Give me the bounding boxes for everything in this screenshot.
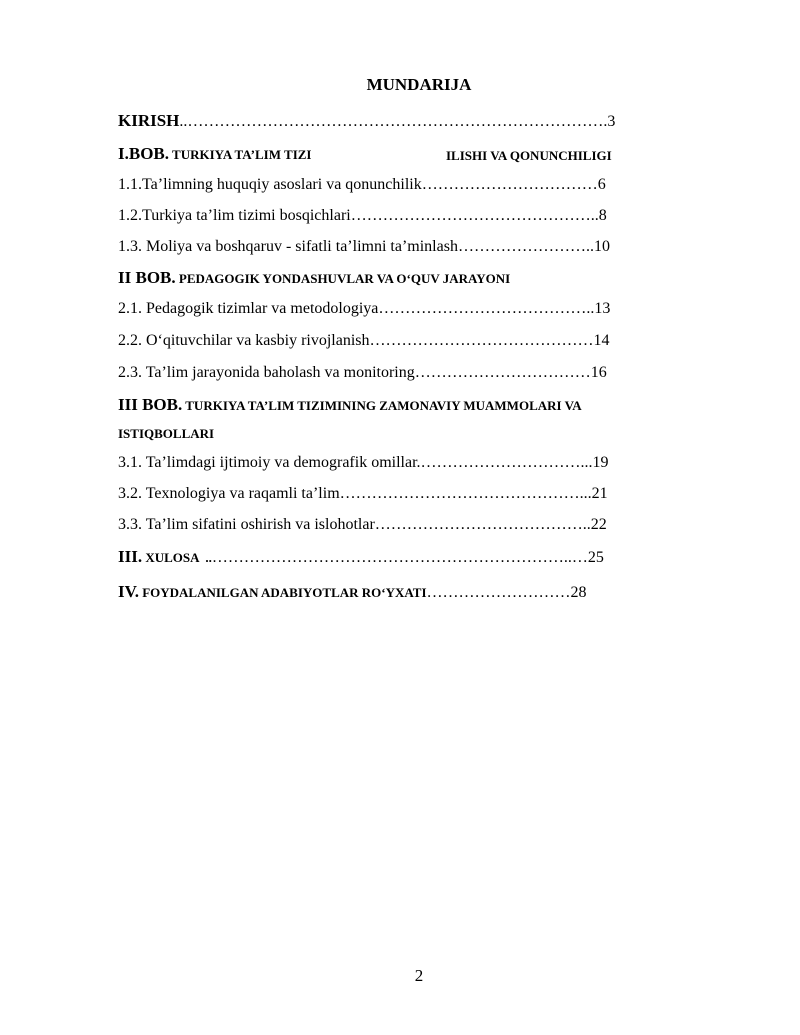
toc-entry-xulosa [118, 547, 604, 568]
toc-entry-2-3 [118, 363, 607, 383]
toc-chapter-title: PEDAGOGIK YONDASHUVLAR VA O‘QUV JARAYONI [175, 271, 511, 286]
toc-chapter-title: TURKIYA TA’LIM TIZI [169, 147, 312, 162]
toc-entry-text: 2.3. Ta’lim jarayonida baholash va monitoring [118, 364, 415, 381]
toc-entry-text: 3.2. Texnologiya va raqamli ta’lim [118, 485, 340, 502]
toc-entry-text: FOYDALANILGAN ADABIYOTLAR RO‘YXATI [138, 585, 427, 600]
toc-entry-3-2 [118, 484, 608, 504]
toc-chapter-3-continuation [118, 424, 214, 444]
toc-entry-leader: ……………………………16 [414, 364, 607, 381]
toc-entry-leader: ……………………..10 [457, 238, 610, 255]
toc-entry-text: 3.1. Ta’limdagi ijtimoiy va demografik omillar. [118, 454, 421, 471]
toc-entry-leader: ..…………………………………………………………………….3 [179, 113, 616, 130]
toc-entry-text: 3.3. Ta’lim sifatini oshirish va islohotlar [118, 516, 375, 533]
toc-entry-1-3 [118, 237, 610, 257]
toc-entry-prefix: KIRISH [118, 111, 180, 130]
toc-entry-leader: …………………………………………………………..…25 [211, 549, 604, 566]
toc-entry-text: 1.2.Turkiya ta’lim tizimi bosqichlari [118, 207, 351, 224]
toc-chapter-prefix: II BOB. [118, 268, 176, 287]
toc-entry-3-1 [118, 453, 609, 473]
toc-chapter-1 [118, 144, 311, 165]
page-title: MUNDARIJA [366, 75, 472, 94]
toc-entry-text: 1.1.Ta’limning huquqiy asoslari va qonunchilik [118, 176, 422, 193]
toc-entry-text: 2.1. Pedagogik tizimlar va metodologiya [118, 300, 379, 317]
toc-entry-adabiyotlar [118, 582, 587, 603]
toc-chapter-2 [118, 268, 510, 289]
toc-entry-text: 2.2. O‘qituvchilar va kasbiy rivojlanish [118, 332, 370, 349]
toc-chapter-prefix: I.BOB. [118, 144, 170, 163]
toc-chapter-title-tail: ISTIQBOLLARI [118, 426, 215, 441]
toc-entry-leader: ………………………………………..8 [350, 207, 607, 224]
toc-entry-2-1 [118, 299, 610, 319]
toc-entry-1-2 [118, 206, 607, 226]
toc-entry-leader: …………………………...19 [420, 454, 609, 471]
toc-entry-leader: ………………………………………...21 [339, 485, 608, 502]
toc-entry-1-1 [118, 175, 606, 195]
toc-chapter-title-tail: ILISHI VA QONUNCHILIGI [446, 148, 612, 163]
page-number: 2 [414, 966, 424, 985]
toc-entry-leader: ……………………………6 [421, 176, 606, 193]
toc-entry-prefix: III. [118, 547, 143, 566]
toc-entry-2-2 [118, 331, 610, 351]
toc-entry-3-3 [118, 515, 607, 535]
toc-entry-leader: …………………………………..13 [378, 300, 611, 317]
toc-entry-leader: ………………………28 [426, 584, 587, 601]
toc-chapter-3 [118, 395, 582, 416]
toc-entry-kirish [118, 111, 615, 132]
toc-chapter-title: TURKIYA TA’LIM TIZIMINING ZAMONAVIY MUAMMOLARI VA [182, 398, 582, 413]
toc-entry-leader: …………………………………..22 [374, 516, 607, 533]
toc-entry-leader: ……………………………………14 [369, 332, 610, 349]
toc-chapter-1-continuation [446, 146, 612, 166]
toc-entry-text: 1.3. Moliya va boshqaruv - sifatli ta’limni ta’minlash [118, 238, 458, 255]
toc-chapter-prefix: III BOB. [118, 395, 183, 414]
toc-entry-text: XULOSA .. [142, 550, 212, 565]
toc-entry-prefix: IV. [118, 582, 139, 601]
